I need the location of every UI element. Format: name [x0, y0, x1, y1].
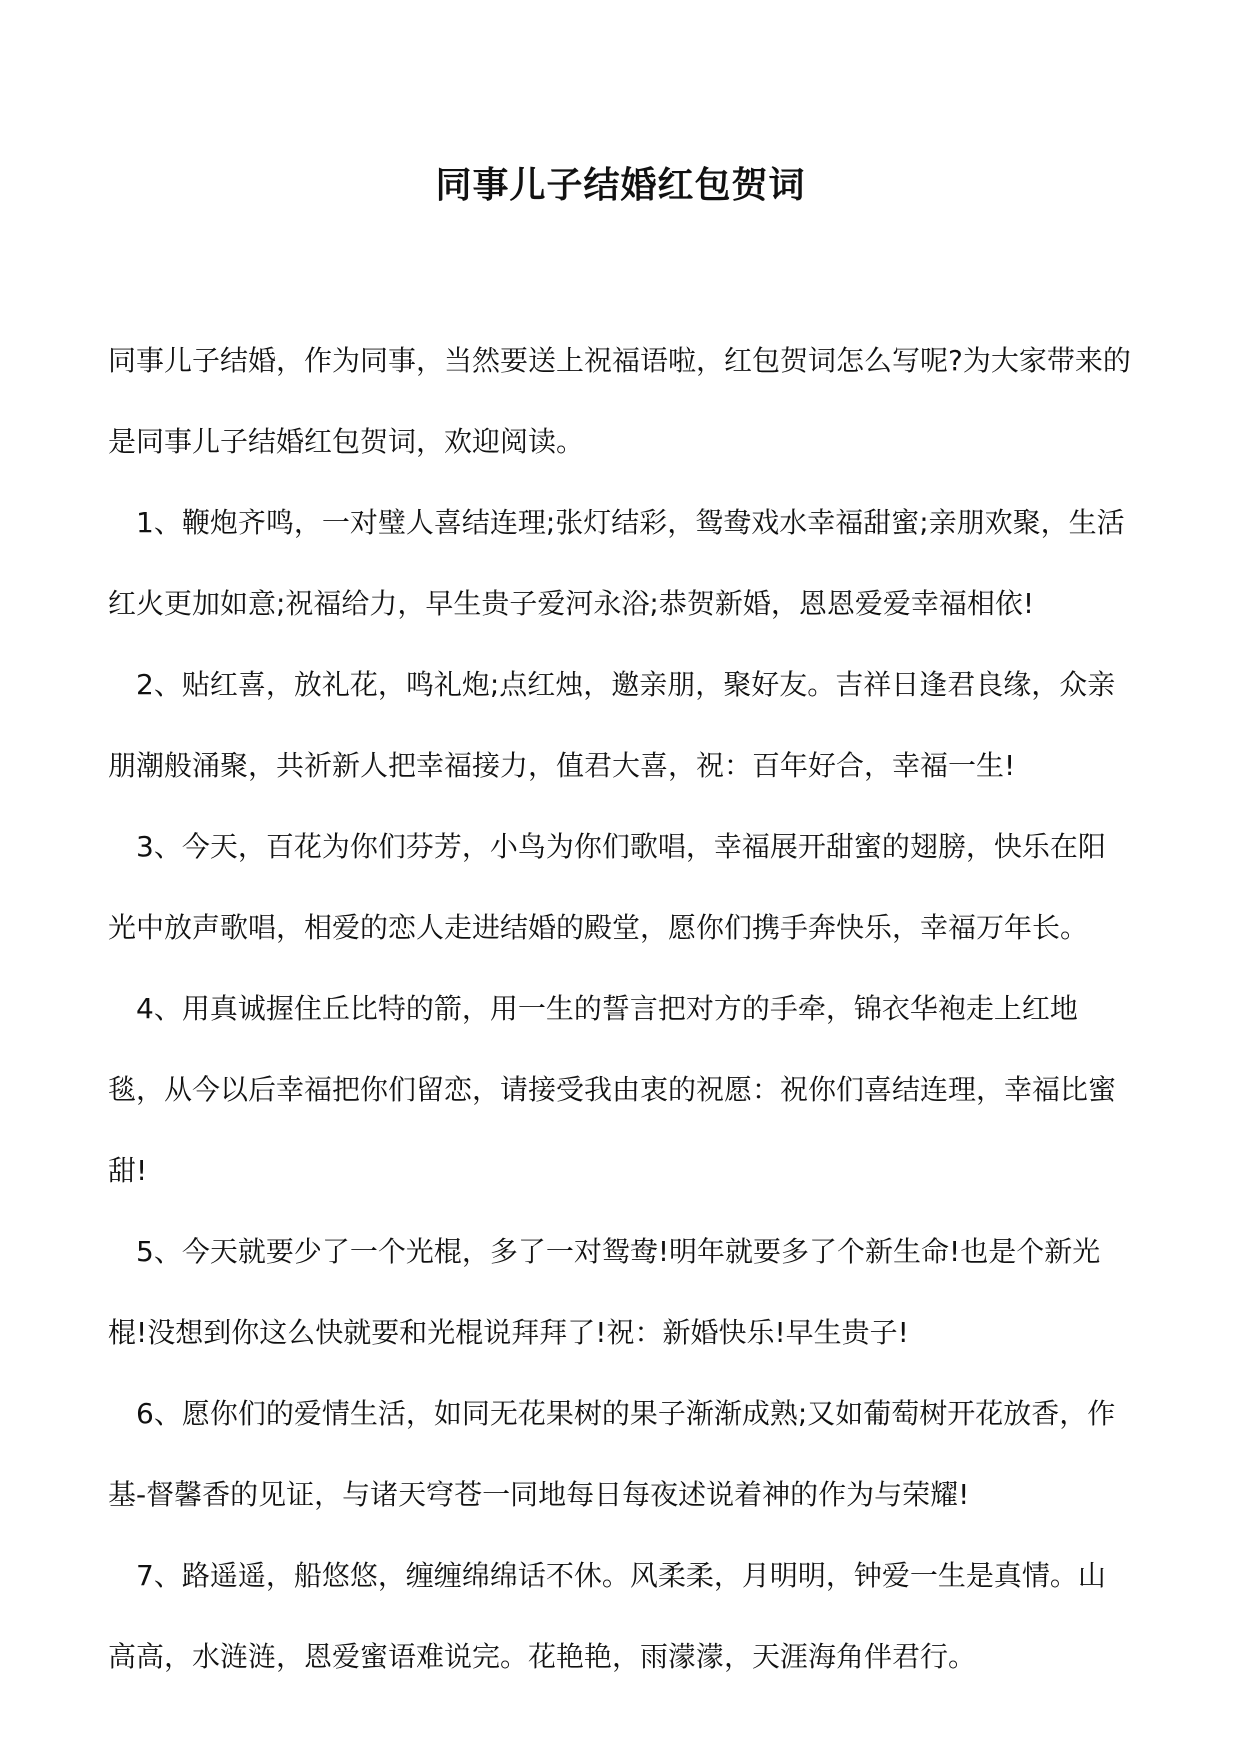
greeting-item-7: 7、路遥遥，船悠悠，缠缠绵绵话不休。风柔柔，月明明，钟爱一生是真情。山高高，水涟涟，恩爱蜜语难说完。花艳艳，雨濛濛，天涯海角伴君行。	[108, 1559, 1106, 1673]
greeting-item-5: 5、今天就要少了一个光棍，多了一对鸳鸯!明年就要多了个新生命!也是个新光棍!没想到你这么快就要和光棍说拜拜了!祝：新婚快乐!早生贵子!	[108, 1235, 1101, 1349]
greeting-item-3: 3、今天，百花为你们芬芳，小鸟为你们歌唱，幸福展开甜蜜的翅膀，快乐在阳光中放声歌唱，相爱的恋人走进结婚的殿堂，愿你们携手奔快乐，幸福万年长。	[108, 830, 1106, 944]
greeting-item-4: 4、用真诚握住丘比特的箭，用一生的誓言把对方的手牵，锦衣华袍走上红地毯，从今以后幸福把你们留恋，请接受我由衷的祝愿：祝你们喜结连理，幸福比蜜甜!	[108, 992, 1117, 1187]
document-title: 同事儿子结婚红包贺词	[435, 165, 806, 206]
greeting-item-2: 2、贴红喜，放礼花，鸣礼炮;点红烛，邀亲朋，聚好友。吉祥日逢君良缘，众亲朋潮般涌聚，共祈新人把幸福接力，值君大喜，祝：百年好合，幸福一生!	[108, 668, 1116, 782]
intro-paragraph: 同事儿子结婚，作为同事，当然要送上祝福语啦，红包贺词怎么写呢?为大家带来的是同事儿子结婚红包贺词，欢迎阅读。	[108, 344, 1131, 458]
greeting-item-1: 1、鞭炮齐鸣，一对璧人喜结连理;张灯结彩，鸳鸯戏水幸福甜蜜;亲朋欢聚，生活红火更加如意;祝福给力，早生贵子爱河永浴;恭贺新婚，恩恩爱爱幸福相依!	[108, 506, 1125, 620]
greeting-item-6: 6、愿你们的爱情生活，如同无花果树的果子渐渐成熟;又如葡萄树开花放香，作基-督馨香的见证，与诸天穹苍一同地每日每夜述说着神的作为与荣耀!	[108, 1397, 1116, 1511]
